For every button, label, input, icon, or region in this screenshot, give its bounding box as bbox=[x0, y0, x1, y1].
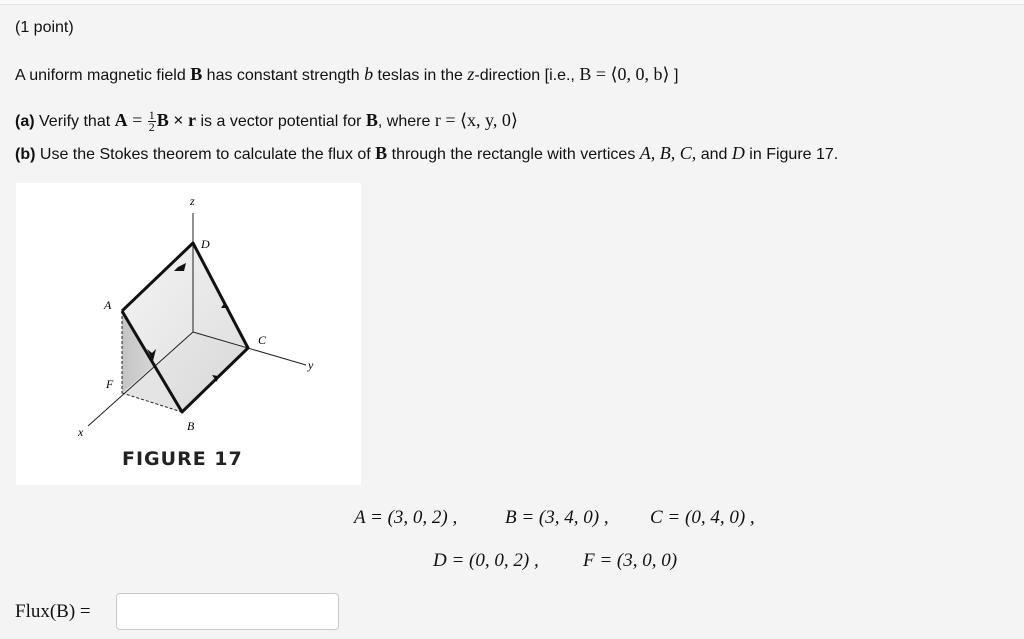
vertex-d-symbol: D bbox=[731, 143, 745, 163]
fraction-one-half bbox=[148, 110, 156, 133]
points-label: (1 point) bbox=[15, 19, 74, 36]
coord-c bbox=[650, 507, 755, 529]
intro-text: ] bbox=[669, 67, 679, 84]
coord-f bbox=[583, 550, 677, 572]
part-a-text: Verify that bbox=[34, 113, 115, 130]
label-b: B bbox=[187, 419, 195, 433]
coord-c-text: C = (0, 4, 0) , bbox=[650, 507, 755, 528]
coord-b bbox=[505, 507, 609, 529]
intro-text: teslas in the bbox=[373, 67, 468, 84]
intro-text: A uniform magnetic field bbox=[15, 67, 191, 84]
part-b bbox=[15, 143, 838, 164]
part-a-label: (a) bbox=[15, 113, 35, 130]
position-vector-equation: r = ⟨x, y, 0⟩ bbox=[434, 110, 518, 130]
label-x: x bbox=[78, 425, 84, 439]
field-symbol: B bbox=[190, 64, 203, 84]
label-f: F bbox=[106, 377, 114, 391]
intro-text: -direction [i.e., bbox=[474, 67, 580, 84]
part-a-text: is a vector potential for bbox=[196, 113, 366, 130]
equals-sign: = bbox=[127, 110, 147, 130]
axis-symbol: z bbox=[467, 64, 475, 84]
coord-b-text: B = (3, 4, 0) , bbox=[505, 507, 609, 528]
rectangle-diagram bbox=[16, 183, 361, 485]
fraction-numerator: 1 bbox=[148, 108, 155, 123]
part-b-text: and bbox=[696, 146, 732, 163]
label-d: D bbox=[201, 237, 210, 251]
top-divider bbox=[0, 0, 1024, 5]
vertices-list: A, B, C, bbox=[639, 143, 697, 163]
figure-17 bbox=[16, 183, 361, 485]
part-b-label: (b) bbox=[15, 146, 36, 163]
fraction-denominator: 2 bbox=[148, 120, 155, 135]
coord-a-text: A = (3, 0, 2) , bbox=[354, 507, 458, 528]
part-a bbox=[15, 110, 518, 133]
coord-f-text: F = (3, 0, 0) bbox=[583, 550, 678, 571]
flux-label: Flux(B) = bbox=[15, 601, 91, 622]
field-symbol: B bbox=[375, 143, 388, 163]
strength-symbol: b bbox=[364, 64, 374, 84]
field-equation: B = ⟨0, 0, b⟩ bbox=[579, 64, 670, 84]
label-y: y bbox=[308, 358, 314, 372]
part-b-text: Use the Stokes theorem to calculate the flux of bbox=[35, 146, 376, 163]
label-c: C bbox=[258, 333, 267, 347]
coord-a bbox=[354, 507, 457, 529]
part-a-text: , where bbox=[377, 113, 435, 130]
potential-symbol: A bbox=[114, 110, 128, 130]
coord-d bbox=[433, 550, 539, 572]
field-symbol: B bbox=[365, 110, 378, 130]
coord-d-text: D = (0, 0, 2) , bbox=[433, 550, 539, 571]
cross-product-expression: B × r bbox=[156, 110, 197, 130]
flux-answer-input[interactable] bbox=[116, 593, 339, 630]
problem-intro bbox=[15, 64, 678, 85]
label-z: z bbox=[190, 194, 195, 208]
part-b-text: in Figure 17. bbox=[744, 146, 839, 163]
figure-caption: FIGURE 17 bbox=[122, 448, 243, 470]
intro-text: has constant strength bbox=[202, 67, 365, 84]
label-a: A bbox=[104, 298, 112, 312]
part-b-text: through the rectangle with vertices bbox=[387, 146, 640, 163]
